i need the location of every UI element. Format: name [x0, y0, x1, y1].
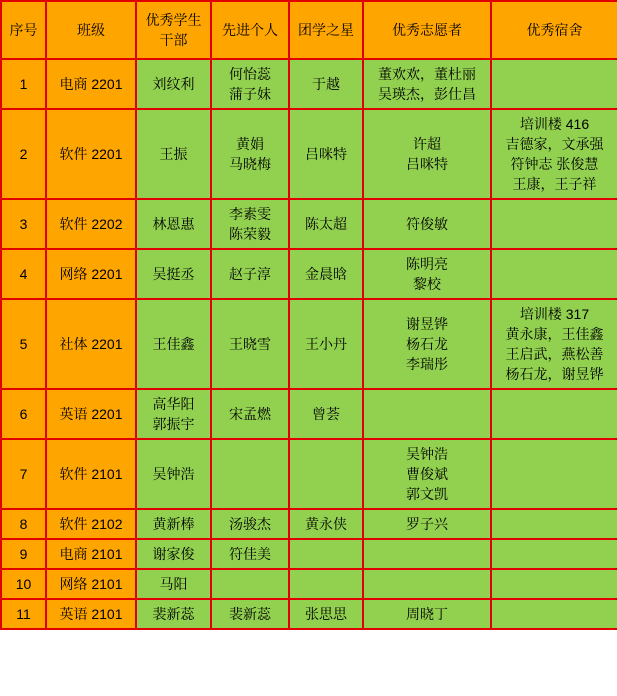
cell-cadre-text: 林恩惠: [152, 216, 195, 232]
cell-cadre-text: 吴钟浩: [152, 466, 195, 482]
cell-volunteer-text: [366, 574, 488, 594]
cell-index: [1, 199, 46, 249]
cell-advanced: [211, 199, 289, 249]
cell-volunteer-text: [366, 404, 488, 424]
cell-star-text: 陈太超: [305, 216, 347, 232]
cell-class: [46, 389, 136, 439]
cell-advanced-text: 汤骏杰: [229, 516, 271, 532]
cell-star: [289, 199, 363, 249]
cell-class: [46, 109, 136, 199]
table-header: [1, 1, 617, 59]
cell-index-text: 8: [19, 516, 28, 532]
cell-dorm-text: [494, 544, 615, 564]
header-cell-volunteer: 优秀志愿者: [363, 1, 491, 59]
cell-volunteer-text: [366, 544, 488, 564]
cell-advanced: [211, 439, 289, 509]
cell-class: [46, 509, 136, 539]
cell-cadre: [136, 569, 211, 599]
cell-class: [46, 199, 136, 249]
cell-dorm: [491, 569, 617, 599]
cell-index: [1, 389, 46, 439]
table-row: [1, 439, 617, 509]
table-row: [1, 569, 617, 599]
cell-cadre: [136, 509, 211, 539]
cell-class-text: 英语 2201: [59, 406, 123, 422]
cell-index-text: 5: [19, 336, 28, 352]
cell-dorm-text: [494, 264, 615, 284]
cell-volunteer: [363, 389, 491, 439]
cell-index-text: 11: [16, 606, 31, 622]
cell-star: [289, 109, 363, 199]
cell-advanced-text: 裴新蕊: [229, 606, 271, 622]
cell-dorm: [491, 389, 617, 439]
cell-advanced-text: 黄娟 马晓梅: [229, 136, 271, 172]
cell-class-text: 软件 2201: [59, 146, 123, 162]
cell-star-text: 吕咪特: [305, 146, 347, 162]
cell-advanced-text: [214, 574, 286, 594]
cell-dorm: [491, 109, 617, 199]
cell-advanced-text: 宋孟燃: [229, 406, 271, 422]
cell-advanced: [211, 539, 289, 569]
cell-volunteer: [363, 599, 491, 629]
cell-class: [46, 439, 136, 509]
cell-class-text: 软件 2101: [59, 466, 123, 482]
cell-cadre-text: 裴新蕊: [152, 606, 195, 622]
cell-advanced: [211, 59, 289, 109]
cell-star-text: 王小丹: [305, 336, 347, 352]
cell-class: [46, 599, 136, 629]
cell-dorm: [491, 59, 617, 109]
cell-cadre-text: 王佳鑫: [152, 336, 195, 352]
cell-cadre: [136, 249, 211, 299]
cell-advanced-text: 李素雯 陈荣毅: [229, 206, 271, 242]
cell-advanced: [211, 509, 289, 539]
table-row: [1, 539, 617, 569]
cell-cadre: [136, 439, 211, 509]
cell-volunteer-text: 吴钟浩 曹俊斌 郭文凯: [406, 446, 448, 502]
cell-class: [46, 569, 136, 599]
cell-cadre-text: 黄新棒: [152, 516, 195, 532]
cell-class: [46, 249, 136, 299]
cell-index-text: 10: [15, 576, 32, 592]
cell-index: [1, 109, 46, 199]
cell-dorm: [491, 299, 617, 389]
cell-cadre-text: 马阳: [159, 576, 188, 592]
cell-dorm: [491, 249, 617, 299]
cell-cadre-text: 刘纹利: [152, 76, 195, 92]
cell-advanced-text: 王晓雪: [229, 336, 271, 352]
cell-cadre: [136, 599, 211, 629]
table-row: [1, 59, 617, 109]
cell-index: [1, 509, 46, 539]
cell-advanced: [211, 569, 289, 599]
cell-cadre-text: 吴挺丞: [152, 266, 195, 282]
cell-advanced: [211, 599, 289, 629]
table-row: [1, 599, 617, 629]
cell-star: [289, 439, 363, 509]
cell-advanced: [211, 389, 289, 439]
table-row: [1, 109, 617, 199]
cell-index: [1, 59, 46, 109]
cell-star-text: 曾荟: [312, 406, 340, 422]
cell-advanced-text: 何怡蕊 蒲子妹: [229, 66, 271, 102]
header-cell-class: 班级: [46, 1, 136, 59]
cell-dorm-text: 培训楼 317 黄永康，王佳鑫 王启武，燕松善 杨石龙，谢昱铧: [505, 306, 604, 382]
cell-volunteer: [363, 249, 491, 299]
cell-star: [289, 569, 363, 599]
cell-volunteer-text: 许超 吕咪特: [406, 136, 448, 172]
cell-dorm-text: [494, 214, 615, 234]
cell-class-text: 网络 2201: [59, 266, 123, 282]
cell-cadre-text: 谢家俊: [152, 546, 195, 562]
cell-star: [289, 539, 363, 569]
cell-index-text: 6: [19, 406, 28, 422]
cell-star: [289, 59, 363, 109]
cell-cadre: [136, 299, 211, 389]
cell-star-text: [292, 464, 360, 484]
cell-volunteer-text: 陈明亮 黎校: [406, 256, 448, 292]
cell-star: [289, 389, 363, 439]
cell-star: [289, 599, 363, 629]
cell-volunteer: [363, 59, 491, 109]
cell-volunteer: [363, 109, 491, 199]
cell-dorm: [491, 599, 617, 629]
table-row: [1, 509, 617, 539]
cell-class: [46, 299, 136, 389]
cell-dorm-text: [494, 604, 615, 624]
table-header-row: [1, 1, 617, 59]
table-row: [1, 389, 617, 439]
cell-class-text: 网络 2101: [59, 576, 123, 592]
cell-cadre: [136, 109, 211, 199]
cell-class-text: 软件 2202: [59, 216, 123, 232]
cell-star: [289, 509, 363, 539]
cell-class: [46, 59, 136, 109]
cell-cadre: [136, 389, 211, 439]
cell-index-text: 1: [19, 76, 28, 92]
cell-star-text: 黄永侠: [305, 516, 347, 532]
cell-volunteer: [363, 539, 491, 569]
cell-volunteer: [363, 199, 491, 249]
table-body: [1, 59, 617, 629]
cell-index-text: 3: [19, 216, 28, 232]
cell-index-text: 9: [19, 546, 28, 562]
cell-volunteer-text: 罗子兴: [406, 516, 448, 532]
cell-dorm-text: [494, 404, 615, 424]
cell-star-text: 张思思: [305, 606, 347, 622]
cell-star-text: [292, 544, 360, 564]
cell-class-text: 软件 2102: [59, 516, 123, 532]
cell-class-text: 英语 2101: [59, 606, 123, 622]
header-cell-dorm: 优秀宿舍: [491, 1, 617, 59]
cell-dorm-text: [494, 464, 615, 484]
cell-dorm-text: 培训楼 416 吉德家，文承强 符钟志 张俊慧 王康，王子祥: [505, 116, 604, 192]
cell-advanced-text: 符佳美: [229, 546, 271, 562]
cell-class: [46, 539, 136, 569]
cell-dorm: [491, 439, 617, 509]
cell-class-text: 电商 2101: [59, 546, 123, 562]
cell-cadre: [136, 199, 211, 249]
cell-volunteer: [363, 509, 491, 539]
cell-dorm: [491, 509, 617, 539]
cell-volunteer-text: 符俊敏: [406, 216, 448, 232]
cell-star-text: [292, 574, 360, 594]
cell-class-text: 社体 2201: [59, 336, 123, 352]
cell-dorm-text: [494, 74, 615, 94]
cell-star-text: 于越: [312, 76, 340, 92]
cell-volunteer: [363, 299, 491, 389]
cell-cadre: [136, 539, 211, 569]
header-cell-index: 序号: [1, 1, 46, 59]
cell-index: [1, 539, 46, 569]
header-cell-star: 团学之星: [289, 1, 363, 59]
cell-volunteer: [363, 439, 491, 509]
cell-index-text: 4: [19, 266, 28, 282]
cell-advanced-text: 赵子淳: [229, 266, 271, 282]
cell-index: [1, 249, 46, 299]
cell-advanced: [211, 249, 289, 299]
cell-volunteer: [363, 569, 491, 599]
cell-index-text: 7: [19, 466, 28, 482]
table-row: [1, 249, 617, 299]
cell-cadre-text: 高华阳 郭振宇: [152, 396, 195, 432]
cell-cadre-text: 王振: [159, 146, 188, 162]
cell-index: [1, 439, 46, 509]
cell-volunteer-text: 董欢欢，董杜丽 吴瑛杰，彭仕昌: [378, 66, 476, 102]
cell-class-text: 电商 2201: [59, 76, 123, 92]
cell-volunteer-text: 谢昱铧 杨石龙 李瑞彤: [406, 316, 448, 372]
cell-dorm: [491, 199, 617, 249]
cell-cadre: [136, 59, 211, 109]
cell-dorm-text: [494, 574, 615, 594]
cell-dorm: [491, 539, 617, 569]
header-cell-cadre: 优秀学生干部: [136, 1, 211, 59]
cell-index: [1, 569, 46, 599]
cell-advanced: [211, 299, 289, 389]
cell-volunteer-text: 周晓丁: [406, 606, 448, 622]
table-row: [1, 199, 617, 249]
cell-index: [1, 299, 46, 389]
cell-star-text: 金晨晗: [305, 266, 347, 282]
cell-star: [289, 299, 363, 389]
cell-index: [1, 599, 46, 629]
cell-dorm-text: [494, 514, 615, 534]
header-cell-advanced: 先进个人: [211, 1, 289, 59]
cell-star: [289, 249, 363, 299]
cell-advanced: [211, 109, 289, 199]
cell-index-text: 2: [19, 146, 28, 162]
table-row: [1, 299, 617, 389]
cell-advanced-text: [214, 464, 286, 484]
